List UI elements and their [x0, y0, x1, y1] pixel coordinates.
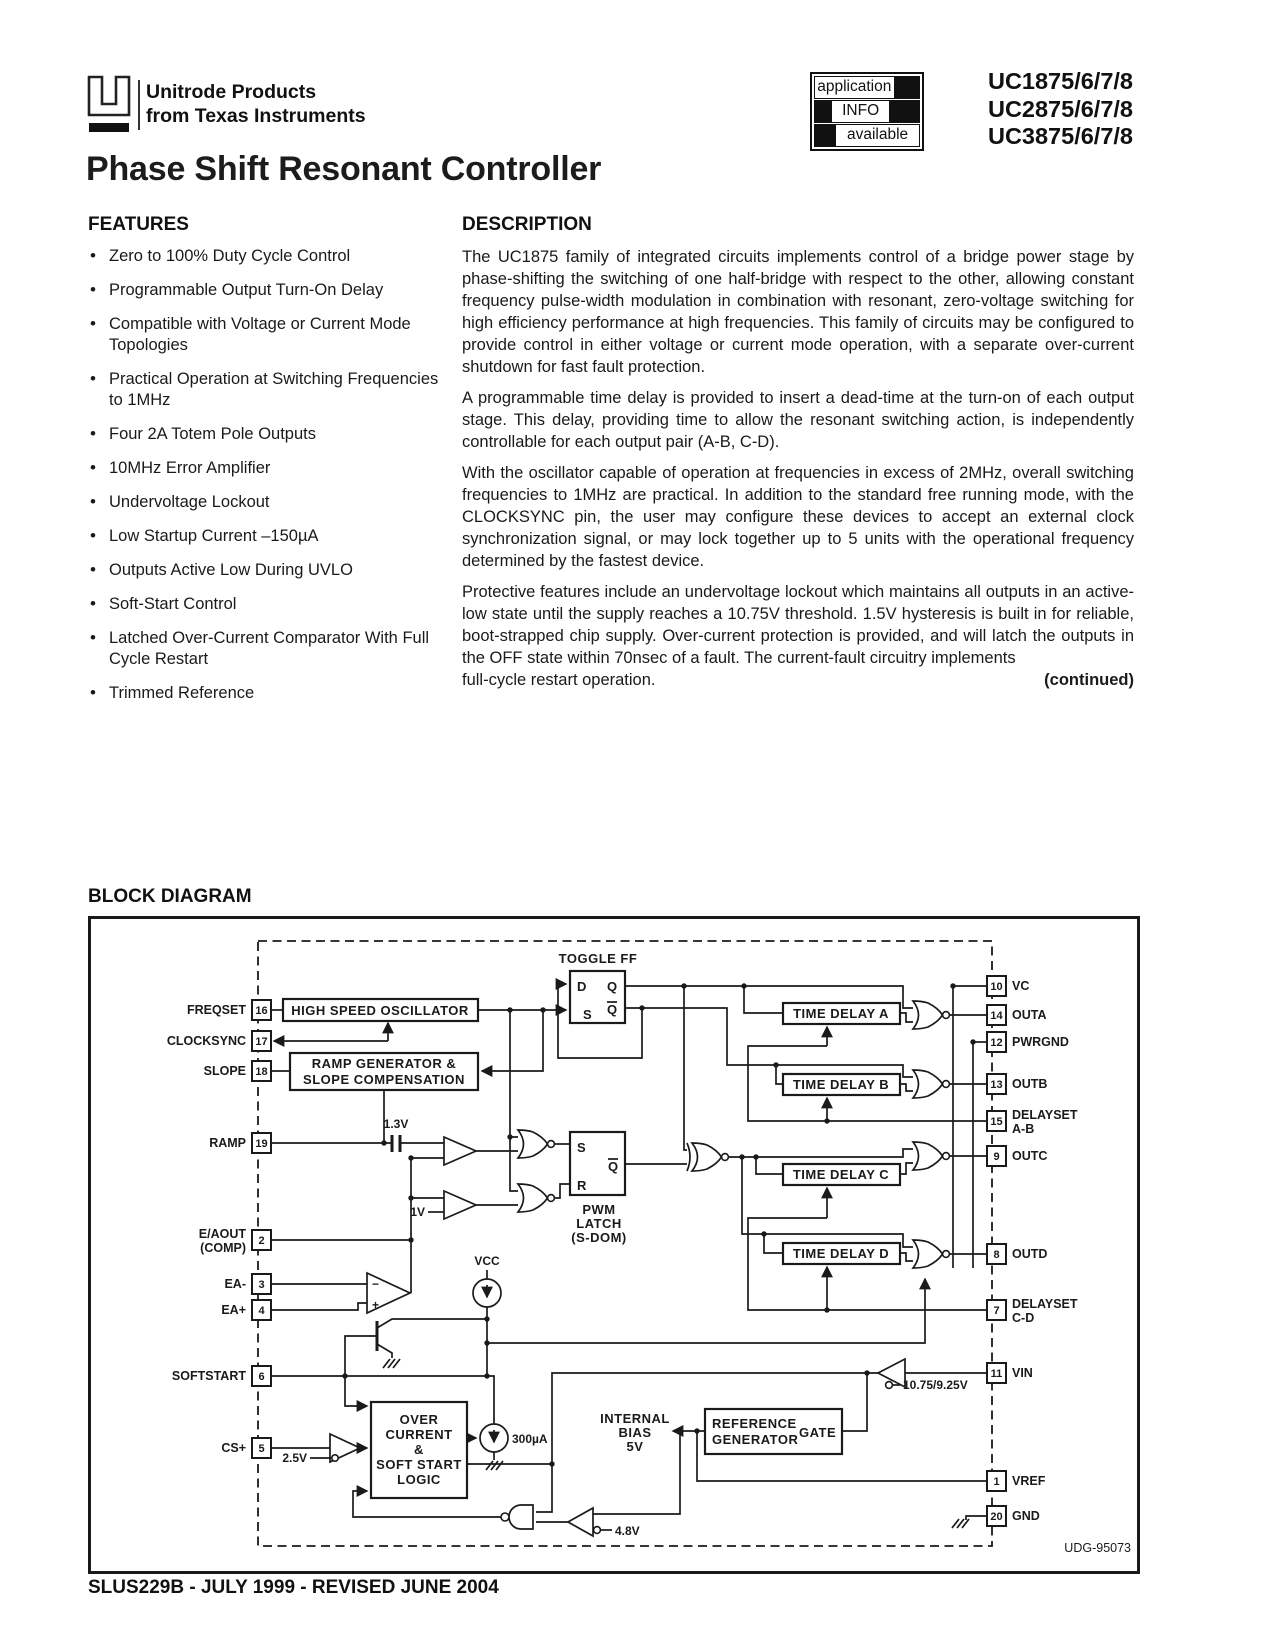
svg-text:OUTD: OUTD: [1012, 1247, 1048, 1261]
block-label: TIME DELAY A: [793, 1006, 889, 1021]
svg-text:4: 4: [258, 1305, 265, 1317]
block-label: SOFT START: [376, 1457, 462, 1472]
svg-text:11: 11: [990, 1368, 1003, 1380]
ff-d: D: [577, 979, 587, 994]
svg-text:OUTA: OUTA: [1012, 1008, 1047, 1022]
svg-text:EA-: EA-: [224, 1277, 246, 1291]
ff-q: Q: [607, 979, 618, 994]
features-list: [88, 246, 444, 704]
feature-item: • Programmable Output Turn-On Delay: [88, 280, 444, 301]
block-label: TIME DELAY D: [792, 1246, 890, 1261]
annotation-vcc: VCC: [474, 1254, 500, 1268]
svg-text:2: 2: [258, 1235, 265, 1247]
page-title: Phase Shift Resonant Controller: [86, 150, 602, 188]
part-number: UC3875/6/7/8: [987, 123, 1133, 149]
feature-item: • Zero to 100% Duty Cycle Control: [88, 246, 444, 267]
svg-text:CLOCKSYNC: CLOCKSYNC: [166, 1034, 246, 1048]
svg-text:19: 19: [255, 1138, 268, 1150]
svg-text:EA+: EA+: [221, 1303, 246, 1317]
annotation-1v: 1V: [410, 1205, 425, 1219]
svg-text:+: +: [372, 1298, 380, 1312]
svg-text:10: 10: [990, 981, 1003, 993]
annotation-1v3: 1.3V: [383, 1117, 409, 1131]
internal-bias-label: 5V: [626, 1439, 644, 1454]
svg-text:12: 12: [990, 1037, 1003, 1049]
internal-bias-label: BIAS: [618, 1425, 652, 1440]
svg-text:VREF: VREF: [1012, 1474, 1046, 1488]
block-label: OVER: [399, 1412, 439, 1427]
internal-bias-label: INTERNAL: [600, 1411, 670, 1426]
svg-text:6: 6: [258, 1371, 265, 1383]
feature-item: • Four 2A Totem Pole Outputs: [88, 424, 444, 445]
brand-divider: [138, 80, 140, 130]
svg-text:−: −: [372, 1277, 380, 1291]
svg-text:OUTC: OUTC: [1012, 1149, 1048, 1163]
features-heading: FEATURES: [88, 214, 189, 235]
block-label: TIME DELAY C: [792, 1167, 890, 1182]
block-label: &: [414, 1442, 424, 1457]
pwm-latch-caption: PWM: [582, 1202, 616, 1217]
svg-text:DELAYSET: DELAYSET: [1012, 1297, 1078, 1311]
description-last-line: full-cycle restart operation.: [462, 671, 656, 689]
feature-item: • Latched Over-Current Comparator With Full Cycle Restart: [88, 628, 444, 670]
brand-line1: Unitrode Products: [146, 81, 317, 103]
svg-text:VIN: VIN: [1012, 1366, 1033, 1380]
svg-text:CS+: CS+: [221, 1441, 246, 1455]
toggle-ff-label: TOGGLE FF: [558, 951, 638, 966]
gate-label: GATE: [799, 1425, 837, 1440]
block-label: REFERENCE: [712, 1416, 797, 1431]
part-numbers: [988, 68, 1133, 151]
brand-text: [146, 80, 366, 128]
svg-text:13: 13: [990, 1079, 1003, 1091]
latch-s: S: [577, 1140, 587, 1155]
description-paragraph: With the oscillator capable of operation at frequencies in excess of 2MHz, overall switching frequencies to 1MHz are practical. In addition to the standard free running mode, with the CLOCKSYNC pin, the user may configure these devices to accept an external clock synchronization signal, or may lock together up to 5 units with the operational frequency determined by the fastest device.: [462, 464, 1134, 570]
svg-text:GND: GND: [1012, 1509, 1040, 1523]
block-label: SLOPE COMPENSATION: [303, 1072, 465, 1087]
svg-text:14: 14: [990, 1010, 1003, 1022]
feature-item: • Soft-Start Control: [88, 594, 444, 615]
brand-line2: from Texas Instruments: [146, 105, 366, 127]
svg-text:16: 16: [255, 1005, 268, 1017]
block-label: LOGIC: [397, 1472, 441, 1487]
pwm-latch-caption: (S-DOM): [571, 1230, 627, 1245]
feature-item: • Compatible with Voltage or Current Mode Topologies: [88, 314, 444, 356]
ff-s: S: [583, 1007, 593, 1022]
svg-text:1: 1: [993, 1476, 1000, 1488]
svg-text:3: 3: [258, 1279, 265, 1291]
block-diagram-svg: [88, 916, 1140, 1575]
svg-text:7: 7: [993, 1305, 1000, 1317]
latch-r: R: [577, 1178, 587, 1193]
annotation-4v8: 4.8V: [615, 1524, 640, 1538]
continued-note: (continued): [1044, 671, 1134, 689]
appinfo-available: available: [835, 124, 920, 147]
feature-item: • Undervoltage Lockout: [88, 492, 444, 513]
feature-item: • Trimmed Reference: [88, 683, 444, 704]
svg-text:8: 8: [993, 1249, 1000, 1261]
feature-item: • 10MHz Error Amplifier: [88, 458, 444, 479]
appinfo-info: INFO: [831, 100, 890, 123]
feature-item: • Practical Operation at Switching Frequencies to 1MHz: [88, 369, 444, 411]
svg-text:5: 5: [258, 1443, 265, 1455]
svg-text:SOFTSTART: SOFTSTART: [171, 1369, 246, 1383]
features-section: [88, 214, 444, 717]
document-footer: SLUS229B - JULY 1999 - REVISED JUNE 2004: [88, 1577, 499, 1598]
ff-qbar: Q: [607, 1002, 618, 1017]
block-label: GENERATOR: [712, 1432, 799, 1447]
annotation-uvlo-threshold: 10.75/9.25V: [903, 1378, 968, 1392]
block-label: CURRENT: [385, 1427, 453, 1442]
description-paragraph: Protective features include an undervoltage lockout which maintains all outputs in an active-low state until the supply reaches a 10.75V threshold. 1.5V hysteresis is built in for reliable, boot-strapped chip supply. Over-current protection is provided, and will latch the outputs in the OFF state within 70nsec of a fault. The current-fault circuitry implements: [462, 583, 1134, 667]
svg-text:PWRGND: PWRGND: [1012, 1035, 1069, 1049]
feature-item: • Low Startup Current –150µA: [88, 526, 444, 547]
svg-text:15: 15: [990, 1116, 1003, 1128]
svg-text:RAMP: RAMP: [209, 1136, 246, 1150]
svg-text:SLOPE: SLOPE: [203, 1064, 246, 1078]
svg-text:FREQSET: FREQSET: [186, 1003, 246, 1017]
latch-qbar: Q: [608, 1159, 619, 1174]
svg-text:E/AOUT: E/AOUT: [198, 1227, 246, 1241]
block-diagram-heading: BLOCK DIAGRAM: [88, 886, 252, 907]
pin-eaout-comp: [199, 1227, 271, 1255]
block-diagram: [88, 916, 1140, 1575]
svg-text:A-B: A-B: [1012, 1122, 1035, 1136]
svg-text:20: 20: [990, 1511, 1003, 1523]
svg-text:VC: VC: [1012, 979, 1030, 993]
udg-number: UDG-95073: [1064, 1541, 1131, 1555]
part-number: UC2875/6/7/8: [987, 95, 1133, 122]
svg-text:DELAYSET: DELAYSET: [1012, 1108, 1078, 1122]
description-heading: DESCRIPTION: [462, 214, 592, 235]
appinfo-application: application: [814, 76, 895, 99]
part-number: UC1875/6/7/8: [987, 68, 1133, 94]
block-label: TIME DELAY B: [792, 1077, 890, 1092]
description-paragraph: A programmable time delay is provided to insert a dead-time at the turn-on of each output stage. This delay, providing time to allow the resonant switching action, is independently controllable for each output pair (A-B, C-D).: [462, 389, 1134, 451]
svg-text:OUTB: OUTB: [1012, 1077, 1048, 1091]
annotation-2v5: 2.5V: [282, 1451, 307, 1465]
block-label: RAMP GENERATOR &: [311, 1056, 457, 1071]
feature-item: • Outputs Active Low During UVLO: [88, 560, 444, 581]
application-info-badge: [810, 72, 924, 151]
description-paragraph: The UC1875 family of integrated circuits implements control of a bridge power stage by phase-shifting the switching of one half-bridge with respect to the other, allowing constant frequency pulse-width modulation in combination with resonant, zero-voltage switching for high efficiency performance at high frequencies. This family of circuits may be configured to provide control in either voltage or current mode operation, with a separate over-current shutdown for fast fault protection.: [462, 248, 1134, 376]
svg-text:18: 18: [255, 1066, 268, 1078]
svg-text:(COMP): (COMP): [200, 1241, 246, 1255]
block-label: HIGH SPEED OSCILLATOR: [291, 1003, 469, 1018]
svg-text:17: 17: [255, 1036, 268, 1048]
description-section: [462, 214, 1134, 691]
unitrode-logo-icon: [85, 74, 135, 136]
pwm-latch-caption: LATCH: [576, 1216, 622, 1231]
svg-text:9: 9: [993, 1151, 1000, 1163]
svg-text:C-D: C-D: [1012, 1311, 1035, 1325]
annotation-300ua: 300µA: [512, 1432, 548, 1446]
